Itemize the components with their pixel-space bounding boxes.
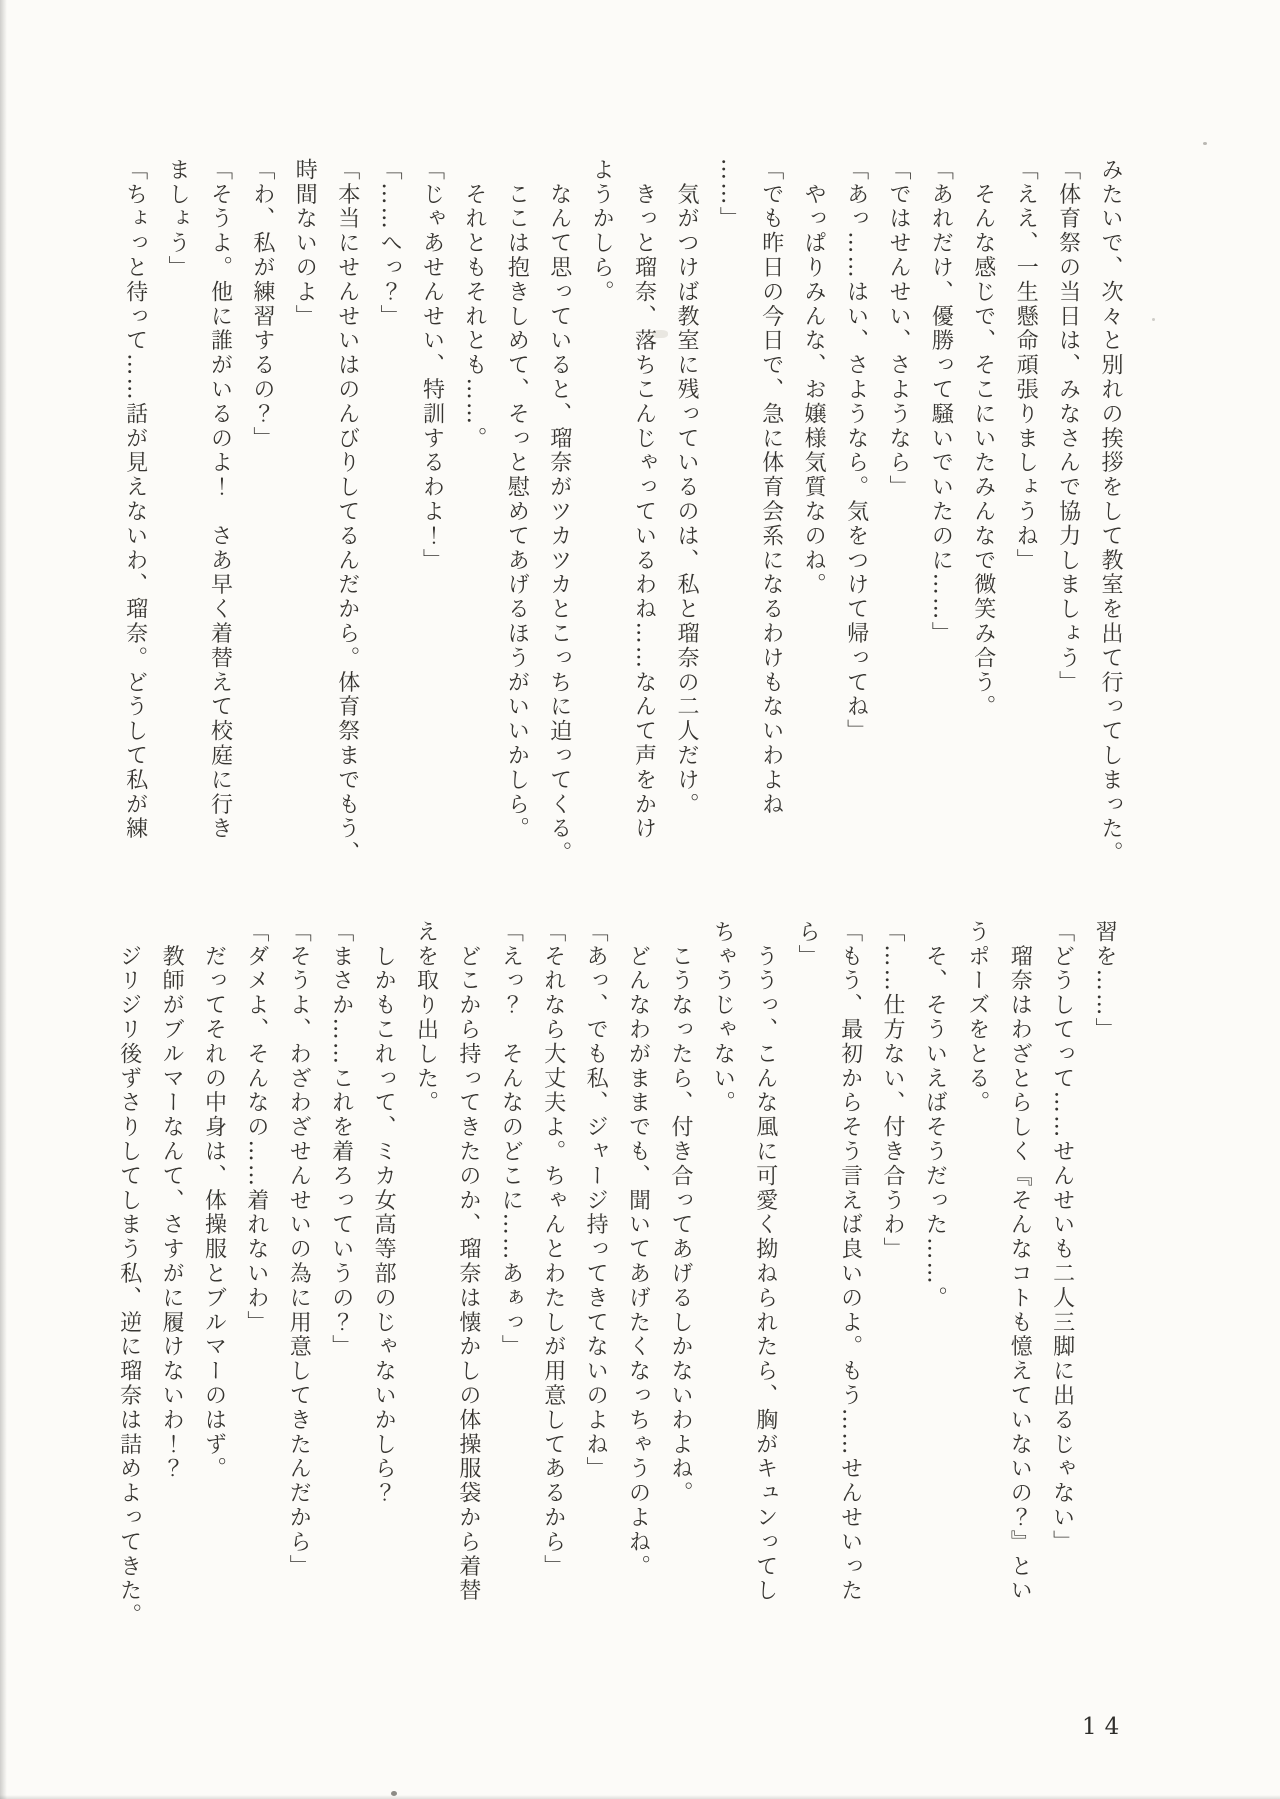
lower-text-block (103, 920, 1125, 1660)
text-column: 教師がブルマーなんて、さすがに履けないわ！？ (159, 920, 185, 1482)
text-column: しかもこれって、ミカ女高等部のじゃないかしら？ (371, 920, 397, 1506)
text-column: 「どうしてって……せんせいも二人三脚に出るじゃない」 (1049, 920, 1075, 1555)
text-column: 「あっ、でも私、ジャージ持ってきてないのよね」 (583, 920, 609, 1482)
text-column: 「そうよ。他に誰がいるのよ！ さあ早く着替えて校庭に行き (207, 158, 233, 842)
text-column: 「ちょっと待って……話が見えないわ、瑠奈。どうして私が練 (122, 158, 148, 842)
text-column: 気がつけば教室に残っているのは、私と瑠奈の二人だけ。 (673, 158, 699, 817)
text-column: なんて思っていると、瑠奈がツカツカとこっちに迫ってくる。 (546, 158, 572, 866)
text-column: 「ダメよ、そんなの……着れないわ」 (243, 920, 269, 1335)
text-column: だってそれの中身は、体操服とブルマーのはず。 (201, 920, 227, 1482)
page-number: 14 (1082, 1714, 1128, 1740)
text-column: 時間ないのよ」 (292, 158, 318, 329)
text-column: 「じゃあせんせい、特訓するわよ！」 (419, 158, 445, 573)
text-column: 「それなら大丈夫よ。ちゃんとわたしが用意してあるから」 (540, 920, 566, 1579)
text-column: 「でも昨日の今日で、急に体育会系になるわけもないわよね (758, 158, 784, 817)
text-column: 「ではせんせい、さようなら」 (885, 158, 911, 500)
text-column: 「体育祭の当日は、みなさんで協力しましょう」 (1055, 158, 1081, 695)
text-column: 「わ、私が練習するの？」 (249, 158, 275, 451)
text-column: ら」 (795, 920, 821, 969)
text-column: どんなわがままでも、聞いてあげたくなっちゃうのよね。 (625, 920, 651, 1579)
text-column: 「あれだけ、優勝って騒いでいたのに……」 (928, 158, 954, 646)
text-column: 「ええ、一生懸命頑張りましょうね」 (1013, 158, 1039, 573)
text-column: そんな感じで、そこにいたみんなで微笑み合う。 (970, 158, 996, 720)
text-column: 「本当にせんせいはのんびりしてるんだから。体育祭までもう、 (334, 158, 360, 866)
text-column: うポーズをとる。 (964, 920, 990, 1116)
text-column: 「そうよ、わざわざせんせいの為に用意してきたんだから」 (286, 920, 312, 1579)
text-column: 「まさか……これを着ろっていうの？」 (328, 920, 354, 1360)
text-column: 瑠奈はわざとらしく『そんなコトも憶えていないの？』とい (1007, 920, 1033, 1604)
text-column: そ、そういえばそうだった……。 (922, 920, 948, 1311)
text-column: やっぱりみんな、お嬢様気質なのね。 (801, 158, 827, 598)
text-column: ここは抱きしめて、そっと慰めてあげるほうがいいかしら。 (504, 158, 530, 842)
scan-speck (391, 1791, 397, 1796)
text-column: 「……へっ？」 (377, 158, 403, 329)
text-column: ……」 (716, 158, 742, 232)
text-column: ましょう」 (165, 158, 191, 280)
scan-speck (1152, 318, 1155, 321)
scan-speck (1203, 142, 1207, 145)
text-column: それともそれとも……。 (461, 158, 487, 451)
text-column: 「もう、最初からそう言えば良いのよ。もう……せんせいった (837, 920, 863, 1604)
text-column: こうなったら、付き合ってあげるしかないわよね。 (667, 920, 693, 1506)
text-column: ちゃうじゃない。 (710, 920, 736, 1116)
text-column: ようかしら。 (589, 158, 615, 305)
text-column: ううっ、こんな風に可愛く拗ねられたら、胸がキュンってし (752, 920, 778, 1604)
text-column: きっと瑠奈、落ちこんじゃっているわね……なんて声をかけ (631, 158, 657, 842)
text-column: みたいで、次々と別れの挨拶をして教室を出て行ってしまった。 (1098, 158, 1123, 866)
text-column: 習を……」 (1092, 920, 1117, 1042)
text-column: 「えっ？ そんなのどこに……あぁっ」 (498, 920, 524, 1360)
text-column: 「あっ……はい、さようなら。気をつけて帰ってね」 (843, 158, 869, 744)
text-column: どこから持ってきたのか、瑠奈は懐かしの体操服袋から着替 (455, 920, 481, 1604)
scan-edge-shadow-bottom (0, 1795, 1280, 1799)
text-column: えを取り出した。 (413, 920, 439, 1116)
upper-text-block (111, 158, 1131, 880)
text-column: ジリジリ後ずさりしてしまう私、逆に瑠奈は詰めよってきた。 (116, 920, 142, 1628)
text-column: 「……仕方ない、付き合うわ」 (879, 920, 905, 1262)
scan-edge-shadow-left (0, 0, 7, 1799)
